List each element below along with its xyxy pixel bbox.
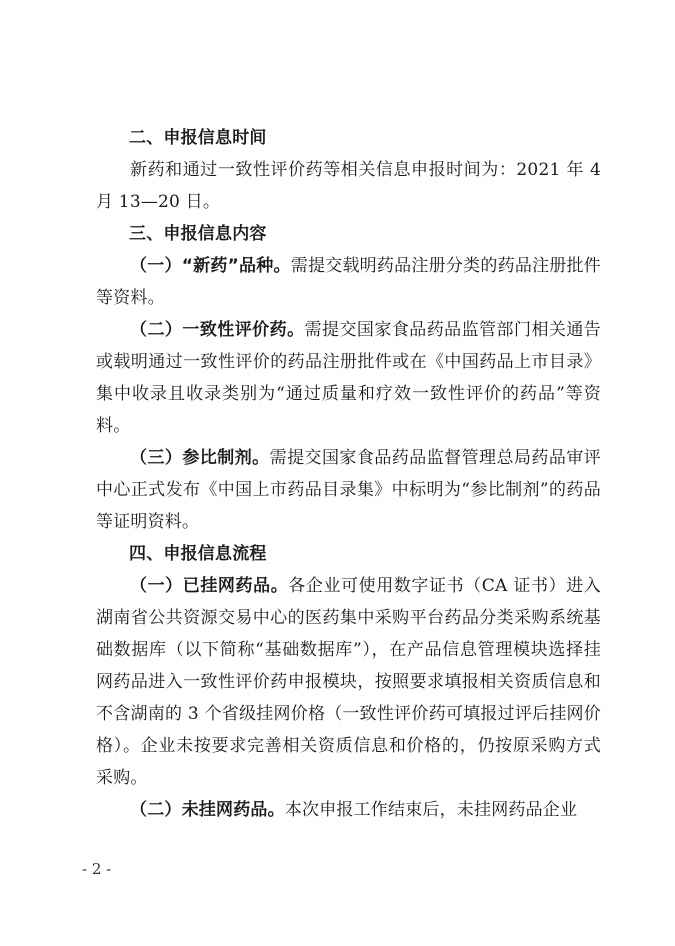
section-3-item-2-text: 需提交国家食品药品监管部门相关通告或载明通过一致性评价的药品注册批件或在《中国药品上市目录》集中收录且收录类别为“通过质量和疗效一致性评价的药品”等资料。: [96, 320, 602, 436]
section-4-item-2: [96, 794, 601, 826]
section-4-item-1-lead: （一）已挂网药品。: [130, 576, 289, 596]
section-4-heading: 四、申报信息流程: [129, 544, 267, 564]
section-3-item-3-lead: （三）参比制剂。: [130, 448, 270, 468]
section-3-item-1-lead: （一）“新药”品种。: [130, 256, 291, 276]
section-4-item-1: [96, 570, 601, 794]
section-3-item-3-text: 需提交国家食品药品监督管理总局药品审评中心正式发布《中国上市药品目录集》中标明为“参比制剂”的药品等证明资料。: [96, 448, 601, 532]
section-3-item-2: [96, 314, 601, 442]
section-2-text: 新药和通过一致性评价药等相关信息申报时间为：2021 年 4 月 13—20 日。: [96, 160, 601, 212]
section-3-item-2-lead: （二）一致性评价药。: [130, 320, 305, 340]
section-3-item-1-text: 需提交载明药品注册分类的药品注册批件等资料。: [96, 256, 601, 308]
document-body: [96, 122, 601, 826]
section-2-heading: 二、申报信息时间: [129, 128, 267, 148]
section-4-item-2-text: 本次申报工作结束后，未挂网药品企业: [284, 800, 578, 820]
page-number: - 2 -: [82, 860, 112, 878]
section-4-item-1-text: 各企业可使用数字证书（CA 证书）进入湖南省公共资源交易中心的医药集中采购平台药品分类采购系统基础数据库（以下简称“基础数据库”），在产品信息管理模块选择挂网药品进入一致性评价药申报模块，按照要求填报相关资质信息和不含湖南的 3 个省级挂网价格（一致性评价药可填报过评后挂网价格）。企业未按要求完善相关资质信息和价格的，仍按原采购方式采购。: [96, 576, 601, 788]
section-3-heading: 三、申报信息内容: [129, 224, 267, 244]
section-3-item-3: [96, 442, 601, 538]
section-3-item-1: [96, 250, 601, 314]
section-4-item-2-lead: （二）未挂网药品。: [130, 800, 285, 820]
